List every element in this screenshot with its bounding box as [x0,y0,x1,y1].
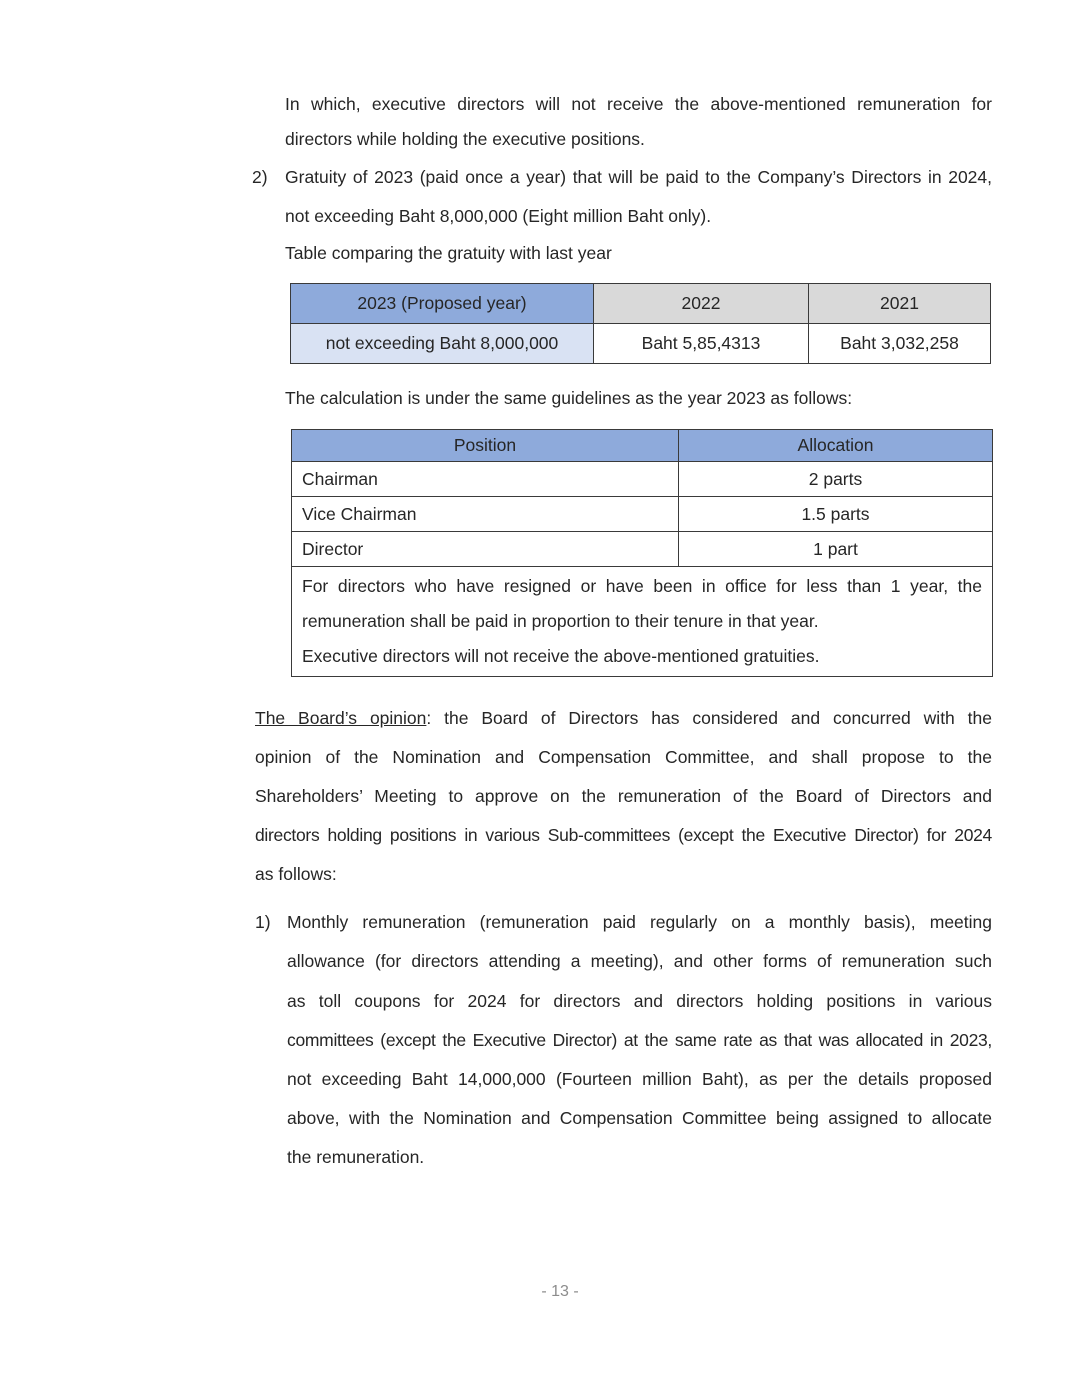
board-opinion-line-2: opinion of the Nomination and Compensation Committee, and shall propose to the [255,747,992,767]
item-1-paragraph [287,905,992,1175]
item-1-line-1: Monthly remuneration (remuneration paid regularly on a monthly basis), meeting [287,912,992,932]
item-1-line-6: above, with the Nomination and Compensation Committee being assigned to allocate [287,1108,992,1128]
allocation-note [292,567,993,677]
intro-line-1: In which, executive directors will not receive the above-mentioned remuneration for [285,94,992,114]
allocation-row [292,462,993,497]
board-opinion-label: The Board’s opinion [255,708,427,728]
item-2-line-1: Gratuity of 2023 (paid once a year) that will be paid to the Company’s Directors in 2024, [285,167,992,187]
item-2-paragraph [285,160,992,234]
allocation-position: Chairman [292,462,679,497]
item-1-line-2: allowance (for directors attending a meeting), and other forms of remuneration such [287,951,992,971]
intro-paragraph [285,87,992,157]
comparison-header-2021: 2021 [809,284,991,324]
item-2-line-2: not exceeding Baht 8,000,000 (Eight million Baht only). [285,206,712,226]
item-1-line-7: the remuneration. [287,1147,425,1167]
board-opinion-line-4: directors holding positions in various Sub-committees (except the Executive Director) for 2024 [255,825,992,845]
allocation-header-allocation: Allocation [679,430,993,462]
item-2-number: 2) [252,167,268,187]
item-1-line-3: as toll coupons for 2024 for directors and directors holding positions in various [287,991,992,1011]
item-1-number: 1) [255,912,271,932]
board-opinion-line-1-text: : the Board of Directors has considered and concurred with the [426,708,993,728]
allocation-row [292,532,993,567]
page-number: - 13 - [541,1283,579,1300]
allocation-note-row [292,567,993,677]
item-1-line-4: committees (except the Executive Director) at the same rate as that was allocated in 2023, [287,1030,992,1050]
allocation-value: 2 parts [679,462,993,497]
allocation-note-line-3: Executive directors will not receive the above-mentioned gratuities. [302,646,820,666]
allocation-value: 1.5 parts [679,497,993,532]
board-opinion-line-1 [255,699,992,738]
comparison-header-2022: 2022 [594,284,809,324]
intro-line-2: directors while holding the executive positions. [285,129,645,149]
allocation-table [291,429,993,677]
comparison-table [290,283,991,364]
allocation-header-row [292,430,993,462]
board-opinion-line-3: Shareholders’ Meeting to approve on the remuneration of the Board of Directors and [255,786,992,806]
allocation-note-line-1: For directors who have resigned or have been in office for less than 1 year, the [302,576,982,596]
comparison-value-row [291,324,991,364]
board-opinion-paragraph [255,699,992,894]
allocation-note-line-2: remuneration shall be paid in proportion to their tenure in that year. [302,611,819,631]
comparison-value-2021: Baht 3,032,258 [809,324,991,364]
comparison-value-2023: not exceeding Baht 8,000,000 [291,324,594,364]
allocation-header-position: Position [292,430,679,462]
allocation-value: 1 part [679,532,993,567]
allocation-position: Vice Chairman [292,497,679,532]
comparison-header-2023: 2023 (Proposed year) [291,284,594,324]
comparison-caption: Table comparing the gratuity with last year [285,243,612,263]
allocation-position: Director [292,532,679,567]
board-opinion-line-5: as follows: [255,864,337,884]
comparison-value-2022: Baht 5,85,4313 [594,324,809,364]
comparison-header-row [291,284,991,324]
item-1-line-5: not exceeding Baht 14,000,000 (Fourteen million Baht), as per the details proposed [287,1069,992,1089]
allocation-row [292,497,993,532]
calculation-intro: The calculation is under the same guidelines as the year 2023 as follows: [285,388,853,408]
